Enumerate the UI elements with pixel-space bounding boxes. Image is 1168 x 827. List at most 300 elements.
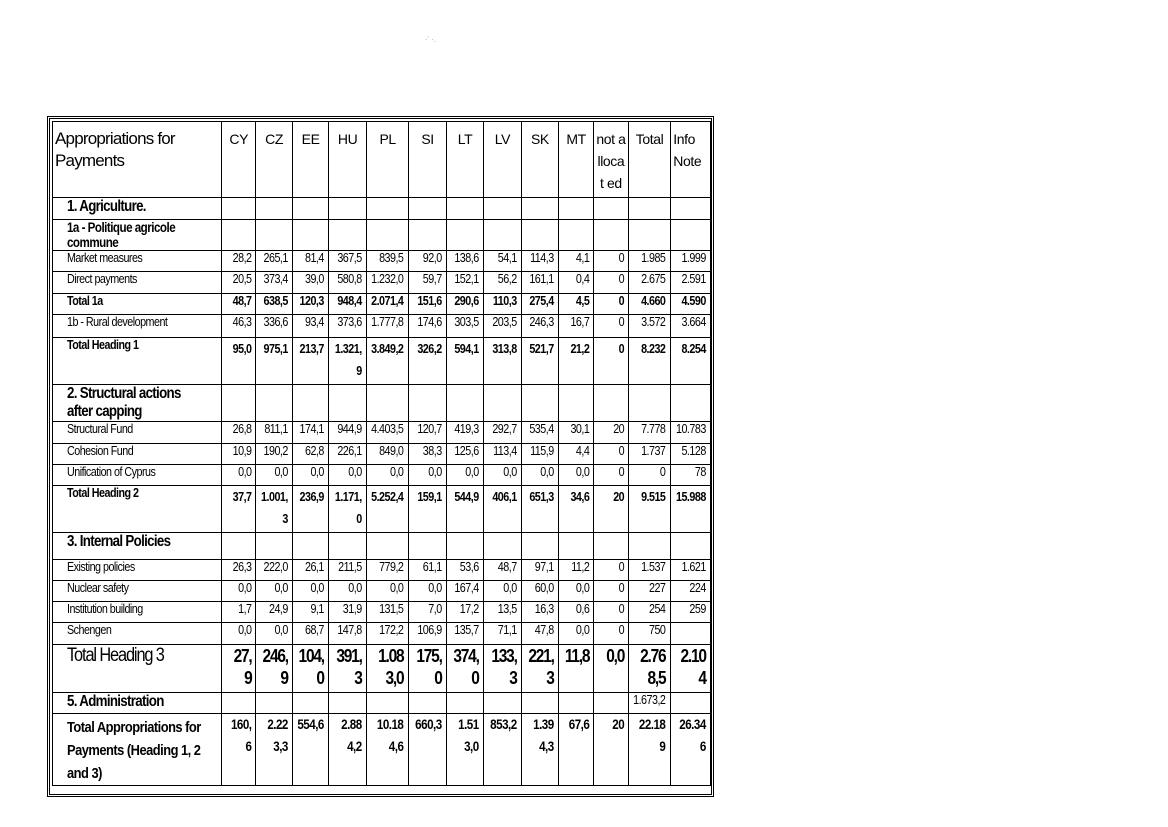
cell-total1a-11: 4.660 xyxy=(631,294,668,315)
cell-th2-12: 15.988 xyxy=(674,486,708,533)
row-label: 5. Administration xyxy=(64,693,210,714)
cell-nuclear-7: 0,0 xyxy=(486,581,518,602)
cell-th3-7: 133,3 xyxy=(486,645,518,693)
table-row-th2 xyxy=(53,486,711,533)
cell-structural-4 xyxy=(369,385,406,422)
cell-schengen-7: 71,1 xyxy=(486,623,518,645)
cell-inst-0: 1,7 xyxy=(224,602,253,623)
cell-th1-7: 313,8 xyxy=(486,338,518,385)
cell-sf-12: 10.783 xyxy=(674,422,708,444)
cell-pac-11 xyxy=(631,220,668,251)
cell-total-11: 22.189 xyxy=(631,714,668,786)
cell-admin-7 xyxy=(486,693,518,714)
cell-market-9: 4,1 xyxy=(561,251,591,272)
cell-internal-1 xyxy=(258,533,289,560)
cell-cf-11: 1.737 xyxy=(631,444,668,465)
row-label: 1a - Politique agricole commune xyxy=(64,220,210,251)
cell-market-10: 0 xyxy=(596,251,626,272)
cell-schengen-5: 106,9 xyxy=(411,623,443,645)
cell-direct-7: 56,2 xyxy=(486,272,518,294)
column-header-8: SK xyxy=(521,122,558,198)
cell-agri-1 xyxy=(258,198,289,220)
cell-th2-11: 9.515 xyxy=(631,486,668,533)
cell-admin-1 xyxy=(258,693,289,714)
cell-direct-8: 161,1 xyxy=(524,272,556,294)
cell-sf-8: 535,4 xyxy=(524,422,556,444)
cell-total-2: 554,6 xyxy=(295,714,326,786)
row-label: Total 1a xyxy=(64,294,210,315)
column-header-0: CY xyxy=(222,122,256,198)
cell-sf-3: 944,9 xyxy=(332,422,364,444)
cell-th2-0: 37,7 xyxy=(224,486,253,533)
cell-th1-0: 95,0 xyxy=(224,338,253,385)
cell-th2-1: 1.001,3 xyxy=(258,486,289,533)
cell-pac-2 xyxy=(295,220,326,251)
cell-direct-6: 152,1 xyxy=(449,272,481,294)
cell-sf-4: 4.403,5 xyxy=(369,422,406,444)
cell-nuclear-8: 60,0 xyxy=(524,581,556,602)
table-header-row xyxy=(53,122,711,198)
cell-rural-4: 1.777,8 xyxy=(369,315,406,338)
column-header-9: MT xyxy=(559,122,594,198)
cell-cf-8: 115,9 xyxy=(524,444,556,465)
column-header-12: Info Note xyxy=(671,122,711,198)
cell-market-0: 28,2 xyxy=(224,251,253,272)
cell-th1-5: 326,2 xyxy=(411,338,443,385)
table-row-rural xyxy=(53,315,711,338)
cell-nuclear-6: 167,4 xyxy=(449,581,481,602)
cell-nuclear-3: 0,0 xyxy=(332,581,364,602)
cell-existing-7: 48,7 xyxy=(486,560,518,581)
cell-th3-8: 221,3 xyxy=(524,645,556,693)
cell-structural-0 xyxy=(224,385,253,422)
cell-agri-4 xyxy=(369,198,406,220)
cell-admin-9 xyxy=(561,693,591,714)
cell-total1a-12: 4.590 xyxy=(674,294,708,315)
cell-th3-6: 374,0 xyxy=(449,645,481,693)
cell-th2-3: 1.171,0 xyxy=(332,486,364,533)
cell-th1-9: 21,2 xyxy=(561,338,591,385)
cell-existing-4: 779,2 xyxy=(369,560,406,581)
row-label: Cohesion Fund xyxy=(64,444,210,465)
cell-th1-6: 594,1 xyxy=(449,338,481,385)
cell-th1-2: 213,7 xyxy=(295,338,326,385)
cell-schengen-0: 0,0 xyxy=(224,623,253,645)
cell-total1a-8: 275,4 xyxy=(524,294,556,315)
cell-th3-10: 0,0 xyxy=(596,645,626,693)
cell-pac-0 xyxy=(224,220,253,251)
header-label: Appropriations for Payments xyxy=(53,122,222,198)
cell-total-9: 67,6 xyxy=(561,714,591,786)
column-header-2: EE xyxy=(292,122,329,198)
cell-internal-11 xyxy=(631,533,668,560)
cell-pac-12 xyxy=(674,220,708,251)
cell-th2-7: 406,1 xyxy=(486,486,518,533)
cell-th2-5: 159,1 xyxy=(411,486,443,533)
cell-th1-4: 3.849,2 xyxy=(369,338,406,385)
cell-internal-10 xyxy=(596,533,626,560)
cell-market-2: 81,4 xyxy=(295,251,326,272)
cell-total-8: 1.394,3 xyxy=(524,714,556,786)
row-label: Total Appropriations for Payments (Heading 1, 2 and 3) xyxy=(64,714,210,786)
column-header-11: Total xyxy=(628,122,671,198)
cell-sf-2: 174,1 xyxy=(295,422,326,444)
cell-pac-1 xyxy=(258,220,289,251)
cell-pac-4 xyxy=(369,220,406,251)
table-row-cyprus xyxy=(53,465,711,486)
table-row-admin xyxy=(53,693,711,714)
column-header-3: HU xyxy=(329,122,366,198)
cell-total-6: 1.513,0 xyxy=(449,714,481,786)
row-label: Market measures xyxy=(64,251,210,272)
table-row-sf xyxy=(53,422,711,444)
cell-cf-3: 226,1 xyxy=(332,444,364,465)
cell-market-8: 114,3 xyxy=(524,251,556,272)
cell-internal-4 xyxy=(369,533,406,560)
cell-agri-2 xyxy=(295,198,326,220)
cell-market-12: 1.999 xyxy=(674,251,708,272)
cell-th3-9: 11,8 xyxy=(561,645,591,693)
row-label: Nuclear safety xyxy=(64,581,210,602)
cell-internal-7 xyxy=(486,533,518,560)
row-label: 2. Structural actions after capping xyxy=(64,385,210,422)
cell-market-4: 839,5 xyxy=(369,251,406,272)
cell-cyprus-5: 0,0 xyxy=(411,465,443,486)
cell-market-7: 54,1 xyxy=(486,251,518,272)
cell-nuclear-4: 0,0 xyxy=(369,581,406,602)
cell-agri-7 xyxy=(486,198,518,220)
cell-rural-1: 336,6 xyxy=(258,315,289,338)
cell-inst-3: 31,9 xyxy=(332,602,364,623)
cell-internal-2 xyxy=(295,533,326,560)
cell-nuclear-11: 227 xyxy=(631,581,668,602)
cell-market-1: 265,1 xyxy=(258,251,289,272)
cell-th3-3: 391,3 xyxy=(332,645,364,693)
row-label: Structural Fund xyxy=(64,422,210,444)
cell-direct-1: 373,4 xyxy=(258,272,289,294)
cell-admin-4 xyxy=(369,693,406,714)
cell-inst-12: 259 xyxy=(674,602,708,623)
cell-cf-0: 10,9 xyxy=(224,444,253,465)
cell-existing-3: 211,5 xyxy=(332,560,364,581)
cell-cf-1: 190,2 xyxy=(258,444,289,465)
cell-th1-3: 1.321,9 xyxy=(332,338,364,385)
table-row-structural xyxy=(53,385,711,422)
cell-sf-11: 7.778 xyxy=(631,422,668,444)
cell-cyprus-1: 0,0 xyxy=(258,465,289,486)
cell-internal-6 xyxy=(449,533,481,560)
cell-th1-11: 8.232 xyxy=(631,338,668,385)
cell-total1a-4: 2.071,4 xyxy=(369,294,406,315)
cell-rural-6: 303,5 xyxy=(449,315,481,338)
table-row-total xyxy=(53,714,711,786)
column-header-4: PL xyxy=(366,122,409,198)
cell-existing-5: 61,1 xyxy=(411,560,443,581)
cell-admin-0 xyxy=(224,693,253,714)
cell-direct-12: 2.591 xyxy=(674,272,708,294)
cell-total-0: 160,6 xyxy=(224,714,253,786)
cell-total-1: 2.223,3 xyxy=(258,714,289,786)
cell-cf-7: 113,4 xyxy=(486,444,518,465)
cell-sf-1: 811,1 xyxy=(258,422,289,444)
cell-th2-2: 236,9 xyxy=(295,486,326,533)
cell-rural-12: 3.664 xyxy=(674,315,708,338)
row-label: Existing policies xyxy=(64,560,210,581)
cell-cyprus-0: 0,0 xyxy=(224,465,253,486)
cell-th2-9: 34,6 xyxy=(561,486,591,533)
cell-agri-8 xyxy=(524,198,556,220)
cell-direct-0: 20,5 xyxy=(224,272,253,294)
cell-structural-9 xyxy=(561,385,591,422)
cell-rural-9: 16,7 xyxy=(561,315,591,338)
cell-inst-4: 131,5 xyxy=(369,602,406,623)
row-label: 1. Agriculture. xyxy=(64,198,210,220)
cell-direct-10: 0 xyxy=(596,272,626,294)
table-row-nuclear xyxy=(53,581,711,602)
cell-internal-9 xyxy=(561,533,591,560)
cell-th2-8: 651,3 xyxy=(524,486,556,533)
row-label: Schengen xyxy=(64,623,210,645)
cell-total1a-2: 120,3 xyxy=(295,294,326,315)
cell-admin-12 xyxy=(674,693,708,714)
table-row-market xyxy=(53,251,711,272)
cell-nuclear-5: 0,0 xyxy=(411,581,443,602)
cell-nuclear-10: 0 xyxy=(596,581,626,602)
cell-market-11: 1.985 xyxy=(631,251,668,272)
cell-cyprus-4: 0,0 xyxy=(369,465,406,486)
cell-structural-1 xyxy=(258,385,289,422)
cell-cyprus-11: 0 xyxy=(631,465,668,486)
cell-rural-3: 373,6 xyxy=(332,315,364,338)
cell-schengen-8: 47,8 xyxy=(524,623,556,645)
cell-schengen-3: 147,8 xyxy=(332,623,364,645)
column-header-5: SI xyxy=(409,122,446,198)
row-label: Total Heading 2 xyxy=(64,486,210,533)
cell-rural-7: 203,5 xyxy=(486,315,518,338)
cell-nuclear-1: 0,0 xyxy=(258,581,289,602)
cell-total-4: 10.184,6 xyxy=(369,714,406,786)
cell-internal-3 xyxy=(332,533,364,560)
cell-schengen-10: 0 xyxy=(596,623,626,645)
column-header-7: LV xyxy=(484,122,521,198)
column-header-1: CZ xyxy=(256,122,293,198)
row-label: Direct payments xyxy=(64,272,210,294)
cell-sf-5: 120,7 xyxy=(411,422,443,444)
cell-direct-4: 1.232,0 xyxy=(369,272,406,294)
scan-smudge: · ̈ ·. xyxy=(425,36,437,44)
cell-internal-0 xyxy=(224,533,253,560)
cell-structural-11 xyxy=(631,385,668,422)
cell-structural-5 xyxy=(411,385,443,422)
cell-total1a-0: 48,7 xyxy=(224,294,253,315)
cell-inst-1: 24,9 xyxy=(258,602,289,623)
cell-pac-3 xyxy=(332,220,364,251)
cell-direct-5: 59,7 xyxy=(411,272,443,294)
cell-cf-5: 38,3 xyxy=(411,444,443,465)
cell-agri-11 xyxy=(631,198,668,220)
cell-internal-8 xyxy=(524,533,556,560)
cell-admin-2 xyxy=(295,693,326,714)
cell-total1a-9: 4,5 xyxy=(561,294,591,315)
cell-structural-6 xyxy=(449,385,481,422)
cell-rural-5: 174,6 xyxy=(411,315,443,338)
cell-schengen-6: 135,7 xyxy=(449,623,481,645)
cell-structural-2 xyxy=(295,385,326,422)
cell-agri-12 xyxy=(674,198,708,220)
cell-pac-9 xyxy=(561,220,591,251)
cell-existing-10: 0 xyxy=(596,560,626,581)
cell-th1-12: 8.254 xyxy=(674,338,708,385)
cell-sf-6: 419,3 xyxy=(449,422,481,444)
cell-structural-10 xyxy=(596,385,626,422)
cell-structural-3 xyxy=(332,385,364,422)
cell-existing-12: 1.621 xyxy=(674,560,708,581)
cell-agri-5 xyxy=(411,198,443,220)
cell-total1a-7: 110,3 xyxy=(486,294,518,315)
cell-agri-10 xyxy=(596,198,626,220)
cell-cyprus-3: 0,0 xyxy=(332,465,364,486)
cell-total1a-10: 0 xyxy=(596,294,626,315)
cell-admin-5 xyxy=(411,693,443,714)
table-row-inst xyxy=(53,602,711,623)
cell-admin-8 xyxy=(524,693,556,714)
cell-cyprus-2: 0,0 xyxy=(295,465,326,486)
cell-schengen-2: 68,7 xyxy=(295,623,326,645)
cell-rural-8: 246,3 xyxy=(524,315,556,338)
cell-schengen-11: 750 xyxy=(631,623,668,645)
cell-inst-10: 0 xyxy=(596,602,626,623)
cell-total-12: 26.346 xyxy=(674,714,708,786)
cell-th3-5: 175,0 xyxy=(411,645,443,693)
table-row-existing xyxy=(53,560,711,581)
cell-market-6: 138,6 xyxy=(449,251,481,272)
cell-pac-8 xyxy=(524,220,556,251)
cell-th3-0: 27,9 xyxy=(224,645,253,693)
cell-total-7: 853,2 xyxy=(486,714,518,786)
cell-cyprus-6: 0,0 xyxy=(449,465,481,486)
row-label: Institution building xyxy=(64,602,210,623)
cell-sf-7: 292,7 xyxy=(486,422,518,444)
cell-th2-10: 20 xyxy=(596,486,626,533)
cell-th3-4: 1.083,0 xyxy=(369,645,406,693)
appropriations-table-frame xyxy=(47,116,714,797)
cell-existing-8: 97,1 xyxy=(524,560,556,581)
cell-admin-10 xyxy=(596,693,626,714)
cell-inst-2: 9,1 xyxy=(295,602,326,623)
cell-existing-2: 26,1 xyxy=(295,560,326,581)
cell-cyprus-8: 0,0 xyxy=(524,465,556,486)
cell-total-10: 20 xyxy=(596,714,626,786)
cell-nuclear-2: 0,0 xyxy=(295,581,326,602)
cell-existing-1: 222,0 xyxy=(258,560,289,581)
cell-inst-5: 7,0 xyxy=(411,602,443,623)
cell-th1-10: 0 xyxy=(596,338,626,385)
cell-th3-1: 246,9 xyxy=(258,645,289,693)
table-row-cf xyxy=(53,444,711,465)
cell-th1-1: 975,1 xyxy=(258,338,289,385)
cell-schengen-12 xyxy=(674,623,708,645)
cell-market-5: 92,0 xyxy=(411,251,443,272)
cell-inst-11: 254 xyxy=(631,602,668,623)
cell-th3-2: 104,0 xyxy=(295,645,326,693)
cell-existing-6: 53,6 xyxy=(449,560,481,581)
cell-cf-4: 849,0 xyxy=(369,444,406,465)
table-row-schengen xyxy=(53,623,711,645)
column-header-6: LT xyxy=(446,122,483,198)
cell-direct-3: 580,8 xyxy=(332,272,364,294)
cell-structural-12 xyxy=(674,385,708,422)
cell-total1a-6: 290,6 xyxy=(449,294,481,315)
cell-direct-9: 0,4 xyxy=(561,272,591,294)
table-row-agri xyxy=(53,198,711,220)
cell-pac-10 xyxy=(596,220,626,251)
cell-agri-6 xyxy=(449,198,481,220)
table-row-total1a xyxy=(53,294,711,315)
cell-admin-6 xyxy=(449,693,481,714)
cell-nuclear-9: 0,0 xyxy=(561,581,591,602)
cell-cf-10: 0 xyxy=(596,444,626,465)
cell-admin-11: 1.673,2 xyxy=(631,693,668,714)
row-label: 1b - Rural development xyxy=(64,315,210,338)
cell-agri-9 xyxy=(561,198,591,220)
cell-market-3: 367,5 xyxy=(332,251,364,272)
cell-inst-9: 0,6 xyxy=(561,602,591,623)
cell-rural-0: 46,3 xyxy=(224,315,253,338)
cell-nuclear-0: 0,0 xyxy=(224,581,253,602)
cell-cyprus-7: 0,0 xyxy=(486,465,518,486)
cell-th2-6: 544,9 xyxy=(449,486,481,533)
cell-agri-3 xyxy=(332,198,364,220)
cell-schengen-1: 0,0 xyxy=(258,623,289,645)
cell-cyprus-9: 0,0 xyxy=(561,465,591,486)
cell-sf-0: 26,8 xyxy=(224,422,253,444)
appropriations-table xyxy=(52,121,711,786)
cell-existing-9: 11,2 xyxy=(561,560,591,581)
cell-total-5: 660,3 xyxy=(411,714,443,786)
cell-rural-11: 3.572 xyxy=(631,315,668,338)
cell-th3-12: 2.104 xyxy=(674,645,708,693)
cell-th1-8: 521,7 xyxy=(524,338,556,385)
cell-inst-7: 13,5 xyxy=(486,602,518,623)
cell-structural-7 xyxy=(486,385,518,422)
cell-inst-8: 16,3 xyxy=(524,602,556,623)
cell-th2-4: 5.252,4 xyxy=(369,486,406,533)
cell-th3-11: 2.768,5 xyxy=(631,645,668,693)
cell-pac-7 xyxy=(486,220,518,251)
cell-rural-10: 0 xyxy=(596,315,626,338)
row-label: 3. Internal Policies xyxy=(64,533,210,560)
cell-inst-6: 17,2 xyxy=(449,602,481,623)
cell-nuclear-12: 224 xyxy=(674,581,708,602)
row-label: Unification of Cyprus xyxy=(64,465,210,486)
cell-total-3: 2.884,2 xyxy=(332,714,364,786)
cell-internal-12 xyxy=(674,533,708,560)
cell-cyprus-10: 0 xyxy=(596,465,626,486)
cell-pac-5 xyxy=(411,220,443,251)
cell-sf-9: 30,1 xyxy=(561,422,591,444)
table-row-pac xyxy=(53,220,711,251)
cell-pac-6 xyxy=(449,220,481,251)
cell-sf-10: 20 xyxy=(596,422,626,444)
cell-existing-0: 26,3 xyxy=(224,560,253,581)
cell-cf-9: 4,4 xyxy=(561,444,591,465)
table-row-th1 xyxy=(53,338,711,385)
table-row-direct xyxy=(53,272,711,294)
row-label: Total Heading 3 xyxy=(64,645,210,693)
cell-existing-11: 1.537 xyxy=(631,560,668,581)
cell-cf-2: 62,8 xyxy=(295,444,326,465)
cell-schengen-9: 0,0 xyxy=(561,623,591,645)
